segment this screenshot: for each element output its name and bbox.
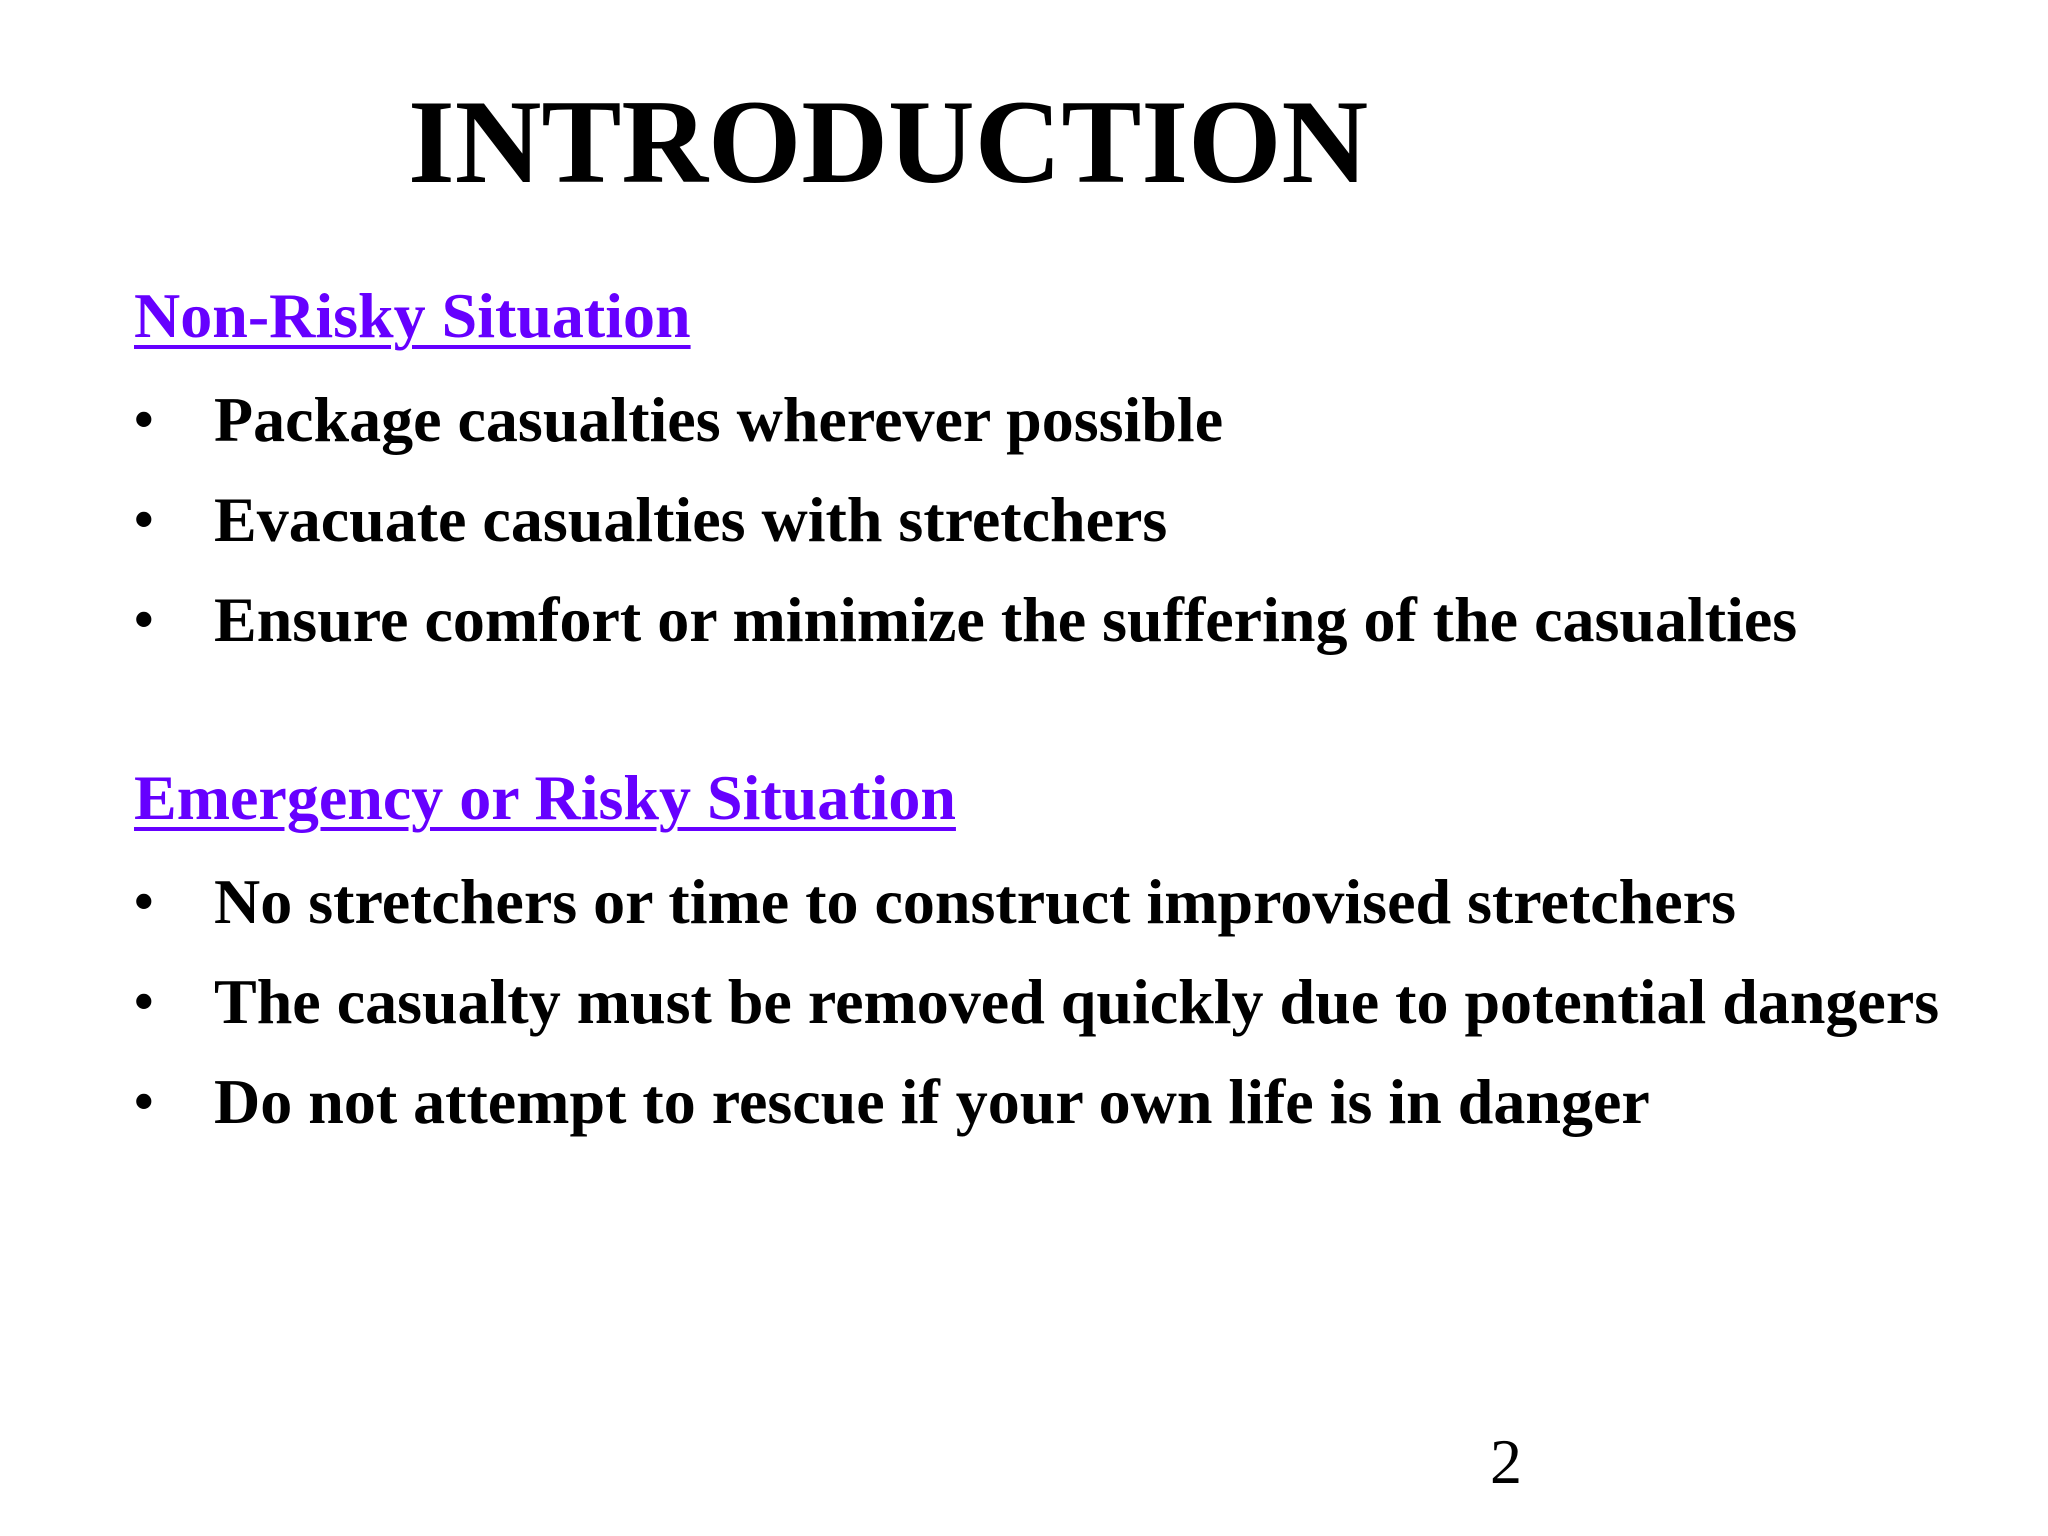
bullet-icon: • (134, 489, 154, 551)
bullet-text: Do not attempt to rescue if your own life is in danger (214, 1066, 1650, 1137)
bullet-item (134, 860, 2014, 944)
bullet-text: Ensure comfort or minimize the suffering of the casualties (214, 584, 1798, 655)
slide-title: INTRODUCTION (408, 75, 1369, 208)
bullet-item (134, 378, 2014, 462)
bullet-text: The casualty must be removed quickly due to potential dangers (214, 966, 1940, 1037)
bullet-icon: • (134, 589, 154, 651)
section-heading-non-risky: Non-Risky Situation (134, 280, 691, 351)
bullet-icon: • (134, 871, 154, 933)
bullet-list-emergency (134, 860, 2014, 1160)
bullet-icon: • (134, 389, 154, 451)
page-number: 2 (1490, 1426, 1522, 1497)
bullet-item (134, 578, 2014, 662)
bullet-item (134, 1060, 2014, 1144)
bullet-item (134, 960, 2014, 1044)
section-heading-emergency: Emergency or Risky Situation (134, 762, 956, 833)
bullet-text: No stretchers or time to construct improvised stretchers (214, 866, 1736, 937)
bullet-icon: • (134, 1071, 154, 1133)
bullet-list-non-risky (134, 378, 2014, 678)
bullet-item (134, 478, 2014, 562)
bullet-text: Package casualties wherever possible (214, 384, 1224, 455)
bullet-text: Evacuate casualties with stretchers (214, 484, 1168, 555)
bullet-icon: • (134, 971, 154, 1033)
